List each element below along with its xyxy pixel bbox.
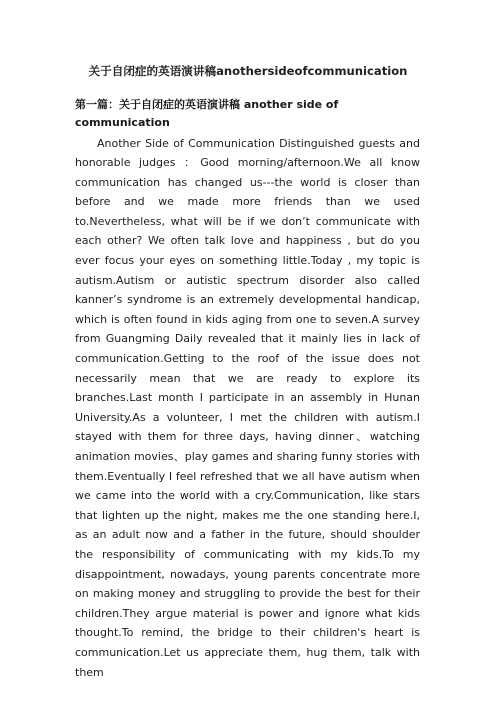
body-paragraph: Another Side of Communication Distinguished guests and honorable judges ：Good morning/afternoon.We all know communication has changed us---the world is closer than before and we made more friends than we used to.Nevertheless, what will be if we don’t communicate with each other? We often talk love and happiness , but do you ever focus your eyes on something little.Today , my topic is autism.Autism or autistic spectrum disorder also called kanner’s syndrome is an extremely developmental handicap, which is often found in kids aging from one to seven.A survey from Guangming Daily revealed that it mainly lies in lack of communication.Getting to the roof of the issue does not necessarily mean that we are ready to explore its branches.Last month I participate in an assembly in Hunan University.As a volunteer, I met the children with autism.I stayed with them for three days, having dinner、watching animation movies、play games and sharing funny stories with them.Eventually I feel refreshed that we all have autism when we came into the world with a cry.Communication, like stars that lighten up the night, makes me the one standing here.I, as an adult now and a father in the future, should shoulder the responsibility of communicating with my kids.To my disappointment, nowadays, young parents concentrate more on making money and struggling to provide the best for their children.They argue material is power and ignore what kids thought.To remind, the bridge to their children's heart is communication.Let us appreciate them, hug them, talk with them — [75, 136, 420, 679]
section-heading: 第一篇：关于自闭症的英语演讲稿 another side of communication — [75, 98, 339, 129]
document-title: 关于自闭症的英语演讲稿anothersideofcommunication — [88, 64, 408, 78]
